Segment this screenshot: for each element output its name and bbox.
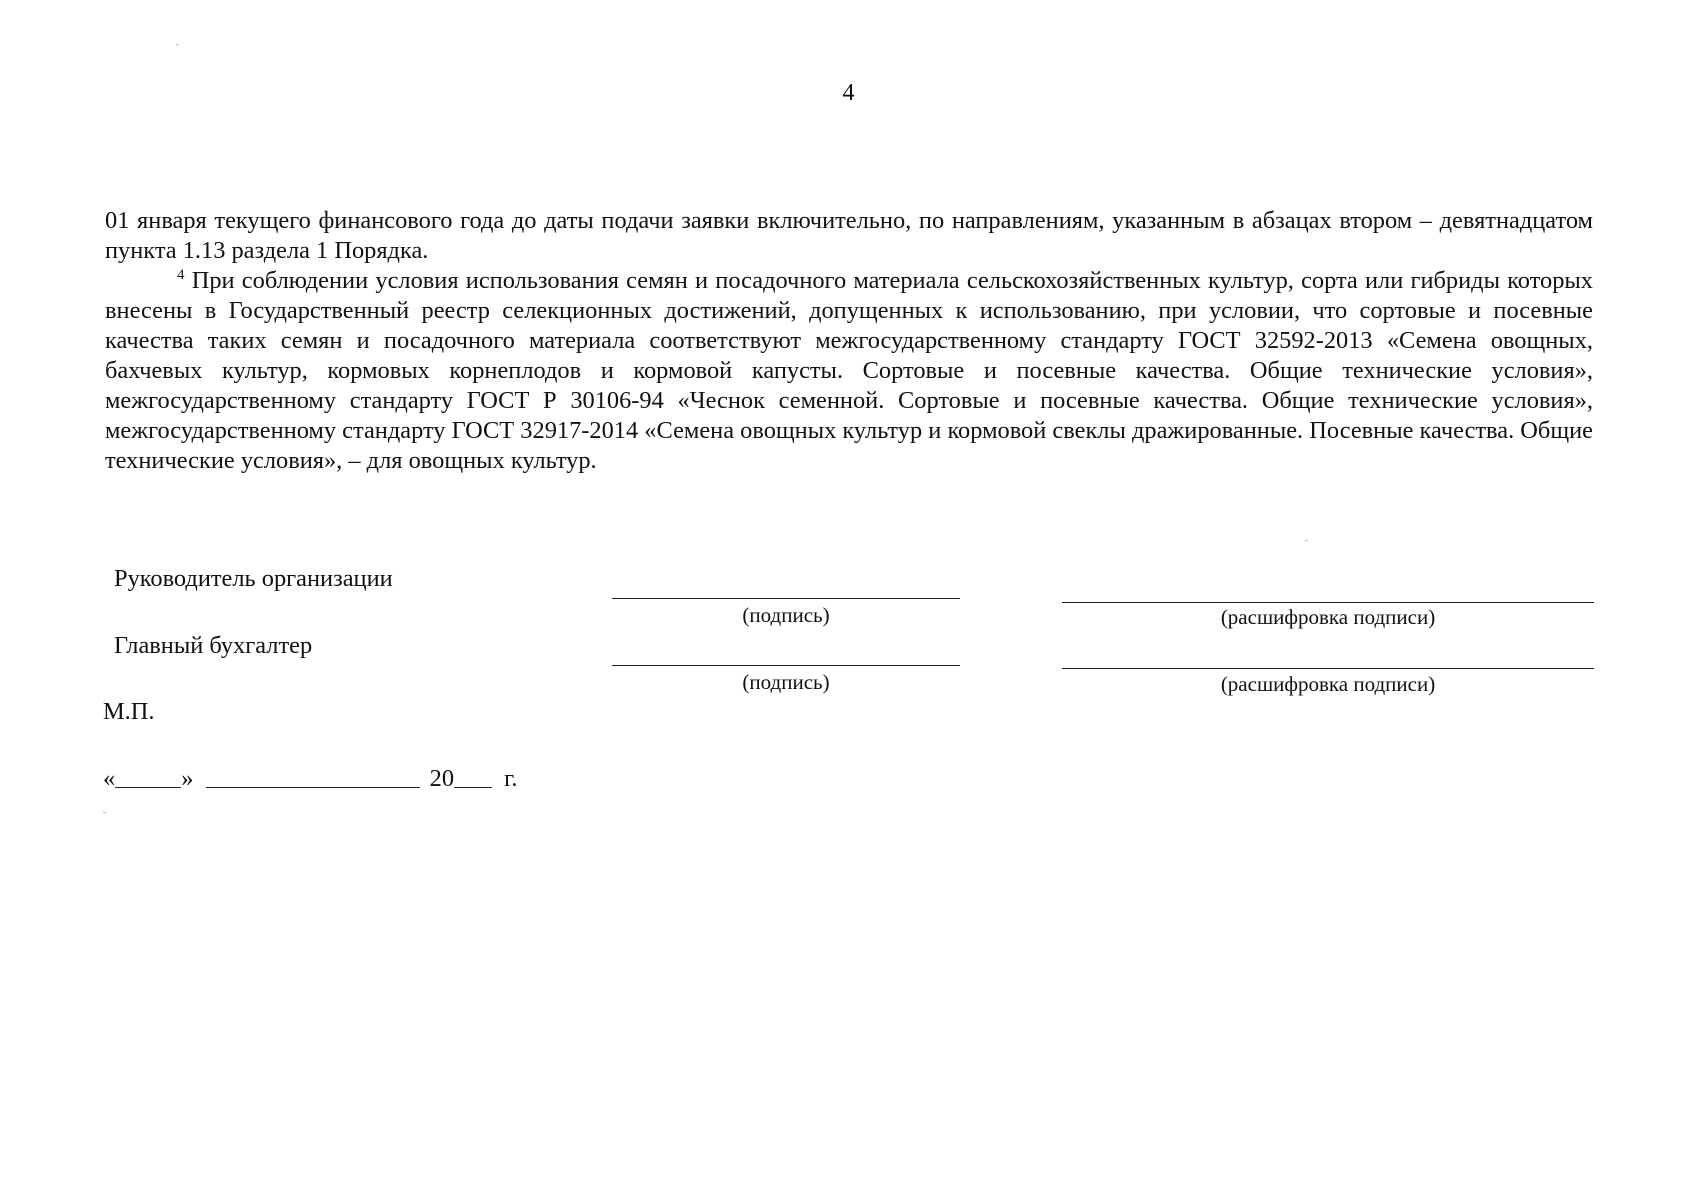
- document-body: [105, 206, 1593, 476]
- year-prefix: 20: [429, 765, 455, 792]
- head-signature-line: [612, 598, 960, 599]
- head-signature-caption: (подпись): [742, 603, 830, 627]
- head-decoding-line: [1062, 602, 1594, 603]
- head-of-organization-label: Руководитель организации: [114, 565, 393, 592]
- month-blank: [206, 767, 420, 788]
- seal-place-label: М.П.: [103, 698, 155, 725]
- accountant-decoding-caption: (расшифровка подписи): [1220, 672, 1436, 696]
- date-open-quote: «: [103, 765, 116, 792]
- head-decoding-caption: (расшифровка подписи): [1220, 605, 1436, 629]
- scan-speck: [103, 812, 106, 813]
- date-close-quote: »: [181, 765, 194, 792]
- chief-accountant-label: Главный бухгалтер: [114, 632, 313, 659]
- footnote-paragraph: [105, 266, 1593, 476]
- scan-speck: [176, 44, 179, 45]
- footnote-marker: 4: [177, 267, 185, 283]
- accountant-signature-caption: (подпись): [742, 670, 830, 694]
- year-blank: [454, 767, 492, 788]
- day-blank: [115, 767, 181, 788]
- accountant-signature-line: [612, 665, 960, 666]
- scan-speck: [1305, 540, 1308, 541]
- page-number: 4: [842, 80, 855, 106]
- accountant-decoding-line: [1062, 668, 1594, 669]
- year-suffix: г.: [504, 765, 518, 792]
- footnote-text: При соблюдении условия использования семян и посадочного материала сельскохозяйственных культур, сорта или гибриды которых внесены в Государственный реестр селекционных достижений, допущенных к использованию, при условии, что сортовые и посевные качества таких семян и посадочного материала соответствуют межгосударственному стандарту ГОСТ 32592-2013 «Семена овощных, бахчевых культур, кормовых корнеплодов и кормовой капусты. Сортовые и посевные качества. Общие технические условия», межгосударственному стандарту ГОСТ Р 30106-94 «Чеснок семенной. Сортовые и посевные качества. Общие технические условия», межгосударственному стандарту ГОСТ 32917-2014 «Семена овощных культур и кормовой свеклы дражированные. Посевные качества. Общие технические условия», – для овощных культур.: [105, 267, 1593, 474]
- paragraph-continuation: 01 января текущего финансового года до даты подачи заявки включительно, по направлениям, указанным в абзацах втором – девятнадцатом пункта 1.13 раздела 1 Порядка.: [105, 207, 1593, 264]
- date-line: [103, 765, 517, 793]
